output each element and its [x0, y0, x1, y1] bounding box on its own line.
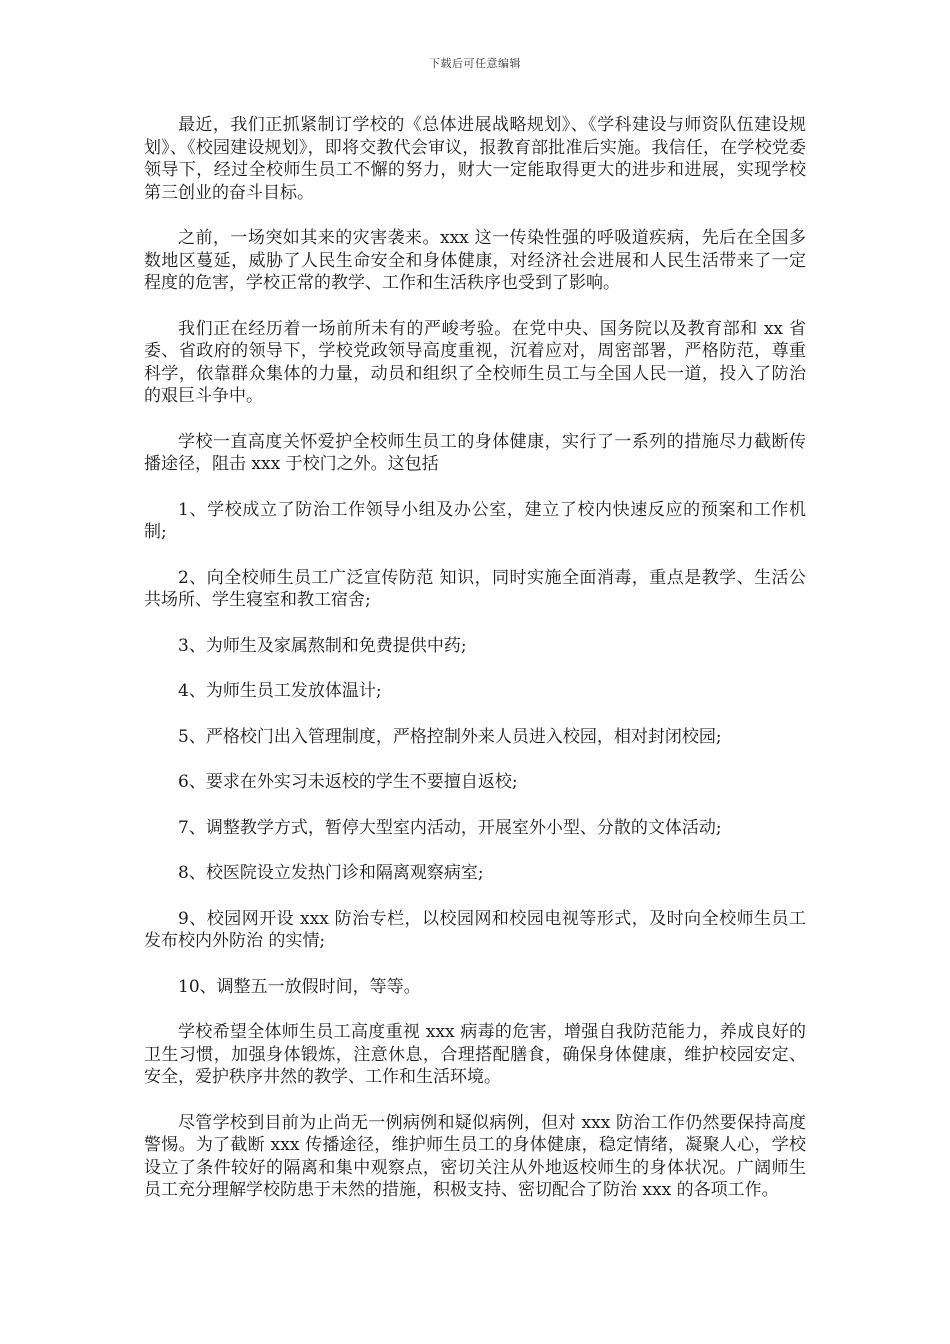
page-header: 下载后可任意编辑: [429, 57, 521, 70]
list-item-10: 10、调整五一放假时间，等等。: [178, 976, 421, 997]
list-item-5: 5、严格校门出入管理制度，严格控制外来人员进入校园，相对封闭校园;: [178, 726, 722, 747]
list-item-8: 8、校医院设立发热门诊和隔离观察病室;: [178, 863, 484, 883]
paragraph-disaster: 之前，一场突如其来的灾害袭来。xxx 这一传染性强的呼吸道疾病，先后在全国多数地区蔓延，威胁了人民生命安全和身体健康，对经济社会进展和人民生活带来了一定程度的危害，学校正常的教学、工作和生活秩序也受到了影响。: [144, 228, 806, 293]
paragraph-intro-plans: 最近，我们正抓紧制订学校的《总体进展战略规划》、《学科建设与师资队伍建设规划》、《校园建设规划》，即将交教代会审议，报教育部批准后实施。我信任，在学校党委领导下，经过全校师生员工不懈的努力，财大一定能取得更大的进步和进展，实现学校第三创业的奋斗目标。: [144, 115, 806, 203]
list-item-9: 9、校园网开设 xxx 防治专栏，以校园网和校园电视等形式，及时向全校师生员工发布校内外防治 的实情;: [144, 908, 806, 951]
list-item-1: 1、学校成立了防治工作领导小组及办公室，建立了校内快速反应的预案和工作机制;: [144, 499, 806, 542]
list-item-2: 2、向全校师生员工广泛宣传防范 知识，同时实施全面消毒，重点是教学、生活公共场所、学生寝室和教工宿舍;: [144, 567, 806, 610]
list-item-3: 3、为师生及家属熬制和免费提供中药;: [178, 635, 467, 656]
paragraph-vigilance: 尽管学校到目前为止尚无一例病例和疑似病例，但对 xxx 防治工作仍然要保持高度警惕。为了截断 xxx 传播途径，维护师生员工的身体健康，稳定情绪，凝聚人心，学校设立了条件较好的隔离和集中观察点，密切关注从外地返校师生的身体状况。广阔师生员工充分理解学校防患于未然的措施，积极支持、密切配合了防治 xxx 的各项工作。: [144, 1112, 806, 1200]
paragraph-hope: 学校希望全体师生员工高度重视 xxx 病毒的危害，增强自我防范能力，养成良好的卫生习惯，加强身体锻炼，注意休息，合理搭配膳食，确保身体健康，维护校园安定、安全，爱护秩序井然的教学、工作和生活环境。: [144, 1022, 806, 1087]
document-body: [144, 114, 806, 1225]
list-item-7: 7、调整教学方式，暂停大型室内活动，开展室外小型、分散的文体活动;: [178, 817, 722, 838]
paragraph-measures-intro: 学校一直高度关怀爱护全校师生员工的身体健康，实行了一系列的措施尽力截断传播途径，阻击 xxx 于校门之外。这包括: [144, 431, 806, 474]
paragraph-test: 我们正在经历着一场前所未有的严峻考验。在党中央、国务院以及教育部和 xx 省委、省政府的领导下，学校党政领导高度重视，沉着应对，周密部署，严格防范，尊重科学，依靠群众集体的力量，动员和组织了全校师生员工与全国人民一道，投入了防治 的艰巨斗争中。: [144, 318, 806, 406]
list-item-6: 6、要求在外实习未返校的学生不要擅自返校;: [178, 772, 518, 792]
list-item-4: 4、为师生员工发放体温计;: [178, 681, 382, 701]
